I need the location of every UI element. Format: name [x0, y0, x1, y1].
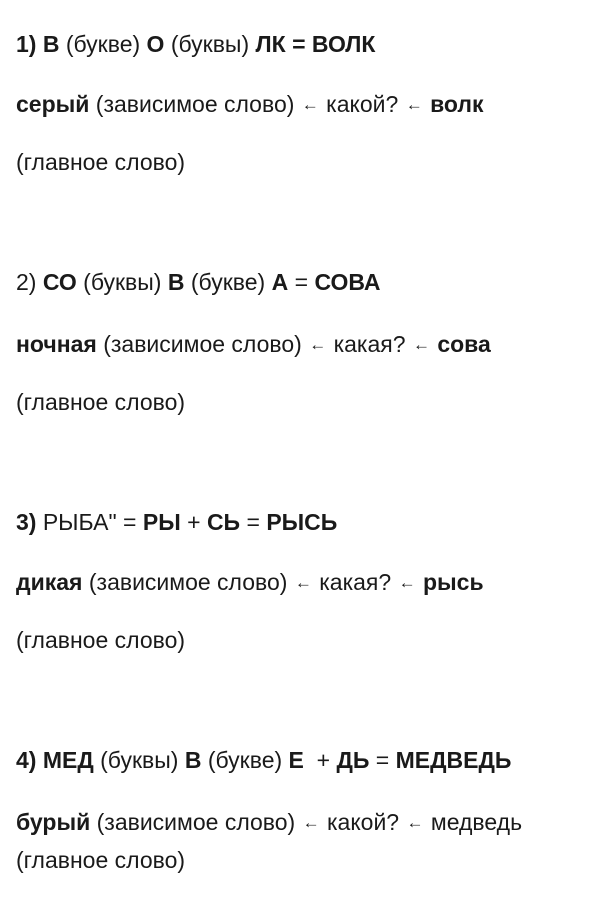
main-word: волк: [430, 91, 484, 117]
main-word: сова: [437, 331, 491, 357]
equation-part: +: [180, 509, 207, 535]
equation-part: СЬ: [206, 509, 241, 535]
dependent-label: (зависимое слово): [89, 91, 301, 117]
riddle-2-main-label: [16, 388, 185, 416]
equation-part: +: [303, 747, 337, 773]
dependent-label: (зависимое слово): [90, 809, 302, 835]
equation-part: Е: [288, 747, 304, 773]
main-label: (главное слово): [16, 847, 186, 873]
left-arrow-icon: ←: [406, 813, 424, 832]
dependent-label: (зависимое слово): [96, 331, 309, 357]
main-word: рысь: [422, 569, 484, 595]
riddle-1-equation: [16, 30, 375, 58]
left-arrow-icon: ←: [301, 95, 319, 114]
riddle-3-main-label: [16, 626, 185, 654]
equation-part: В: [167, 269, 185, 295]
dependent-word: ночная: [16, 331, 97, 357]
equation-part: (букве): [184, 269, 272, 295]
equation-part: РЫ: [142, 509, 181, 535]
riddle-2-equation: [16, 268, 380, 296]
equation-part: (буквы): [76, 269, 168, 295]
dependent-label: (зависимое слово): [82, 569, 294, 595]
dependent-word: дикая: [16, 569, 83, 595]
riddle-4-phrase: [16, 808, 522, 837]
equation-part: ЛК = ВОЛК: [255, 31, 376, 57]
equation-part: 2): [16, 269, 43, 295]
equation-part: В: [184, 747, 202, 773]
equation-part: РЫБА" =: [36, 509, 143, 535]
equation-part: РЫСЬ: [266, 509, 338, 535]
equation-part: МЕДВЕДЬ: [395, 747, 512, 773]
equation-part: (буквы): [93, 747, 185, 773]
equation-part: ДЬ: [336, 747, 370, 773]
equation-part: (буквы): [164, 31, 256, 57]
question: какая?: [327, 331, 412, 357]
left-arrow-icon: ←: [309, 335, 327, 354]
equation-part: (букве): [59, 31, 147, 57]
equation-part: (букве): [201, 747, 289, 773]
main-word: медведь: [430, 809, 523, 835]
riddle-4-main-label: [16, 846, 185, 874]
equation-part: А: [271, 269, 289, 295]
question: какой?: [320, 809, 406, 835]
riddle-2-phrase: [16, 330, 491, 359]
main-label: (главное слово): [16, 389, 186, 415]
left-arrow-icon: ←: [398, 573, 416, 592]
left-arrow-icon: ←: [302, 813, 320, 832]
riddle-4-equation: [16, 746, 511, 774]
left-arrow-icon: ←: [412, 335, 430, 354]
equation-part: 4) МЕД: [16, 747, 94, 773]
dependent-word: бурый: [16, 809, 91, 835]
riddle-3-phrase: [16, 568, 484, 597]
main-label: (главное слово): [16, 627, 186, 653]
question: какой?: [319, 91, 405, 117]
riddle-1-phrase: [16, 90, 484, 119]
dependent-word: серый: [16, 91, 90, 117]
equation-part: 3): [16, 509, 37, 535]
equation-part: =: [240, 509, 267, 535]
equation-part: СО: [42, 269, 77, 295]
equation-part: 1) В: [16, 31, 60, 57]
riddle-3-equation: [16, 508, 337, 536]
main-label: (главное слово): [16, 149, 186, 175]
equation-part: О: [146, 31, 165, 57]
left-arrow-icon: ←: [405, 95, 423, 114]
equation-part: =: [369, 747, 396, 773]
question: какая?: [312, 569, 398, 595]
riddle-1-main-label: [16, 148, 185, 176]
equation-part: =: [288, 269, 315, 295]
left-arrow-icon: ←: [294, 573, 312, 592]
equation-part: СОВА: [314, 269, 381, 295]
